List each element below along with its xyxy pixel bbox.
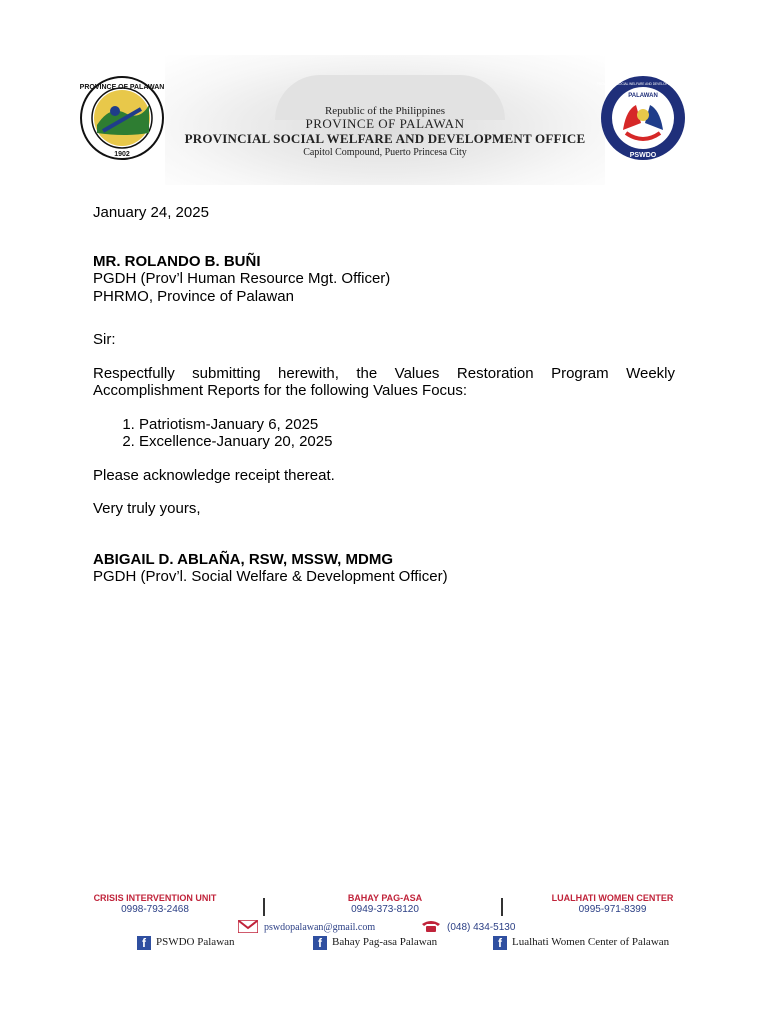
email-contact (238, 920, 375, 933)
pswdo-seal-icon (596, 75, 690, 161)
request-line: Please acknowledge receipt thereat. (93, 466, 335, 484)
seal-right-ring-text: PROVINCIAL SOCIAL WELFARE AND DEVELOPMENT OFFICE (596, 82, 690, 86)
gmail-icon (238, 920, 258, 933)
unit-name: BAHAY PAG-ASA (347, 893, 423, 903)
office-name: PROVINCIAL SOCIAL WELFARE AND DEVELOPMENT OFFICE (184, 131, 586, 146)
facebook-bahay-pag-asa[interactable] (313, 936, 437, 950)
unit-phone: 0949-373-8120 (351, 904, 419, 915)
facebook-icon: f (493, 936, 507, 950)
unit-crisis-intervention (85, 892, 225, 916)
facebook-icon: f (137, 936, 151, 950)
province-label: PROVINCE OF PALAWAN (305, 116, 465, 131)
divider (501, 898, 503, 916)
divider (263, 898, 265, 916)
email-address[interactable]: pswdopalawan@gmail.com (264, 922, 376, 933)
office-address: Capitol Compound, Puerto Princesa City (303, 147, 467, 158)
recipient-office: PHRMO, Province of Palawan (93, 287, 294, 305)
unit-name: CRISIS INTERVENTION UNIT (93, 893, 217, 903)
signatory-title: PGDH (Prov’l. Social Welfare & Development Officer) (93, 568, 448, 585)
facebook-icon: f (313, 936, 327, 950)
list-item: 2. Excellence-January 20, 2025 (139, 433, 675, 451)
recipient-name: MR. ROLANDO B. BUÑI (93, 252, 261, 270)
republic-label: Republic of the Philippines (324, 105, 446, 117)
unit-name: LUALHATI WOMEN CENTER (551, 893, 674, 903)
contact-footer (85, 892, 695, 962)
facebook-page-name: Bahay Pag-asa Palawan (332, 936, 438, 948)
recipient-title: PGDH (Prov’l Human Resource Mgt. Officer) (93, 270, 391, 287)
unit-phone: 0998-793-2468 (121, 904, 189, 915)
facebook-page-name: Lualhati Women Center of Palawan (512, 936, 670, 948)
body-paragraph: Respectfully submitting herewith, the Values Restoration Program Weekly Accomplishment Reports for the following Values Focus: (93, 364, 675, 399)
letterhead (70, 55, 700, 185)
facebook-pswdo[interactable] (137, 936, 235, 950)
facebook-page-name: PSWDO Palawan (156, 936, 235, 948)
values-focus-list (93, 416, 675, 451)
seal-left-ring-text: PROVINCE OF PALAWAN (79, 84, 165, 91)
province-of-palawan-seal-icon (75, 75, 169, 161)
seal-right-bottom-text: PSWDO (629, 152, 657, 159)
signatory-name: ABIGAIL D. ABLAÑA, RSW, MSSW, MDMG (93, 550, 393, 568)
landline-number: (048) 434-5130 (447, 922, 516, 933)
list-item: 1. Patriotism-January 6, 2025 (139, 416, 675, 434)
facebook-lualhati[interactable] (493, 936, 669, 950)
unit-lualhati-women-center (540, 892, 685, 916)
seal-right-inner-text: PALAWAN (628, 93, 658, 99)
letter-body (93, 204, 675, 586)
unit-phone: 0995-971-8399 (578, 904, 647, 915)
telephone-icon (421, 920, 441, 932)
landline-contact (421, 920, 515, 933)
letter-date: January 24, 2025 (93, 204, 209, 221)
seal-left-year: 1902 (114, 151, 130, 158)
salutation: Sir: (93, 331, 116, 348)
unit-bahay-pag-asa (325, 892, 445, 916)
closing-line: Very truly yours, (93, 500, 201, 517)
letterhead-text (170, 105, 600, 158)
